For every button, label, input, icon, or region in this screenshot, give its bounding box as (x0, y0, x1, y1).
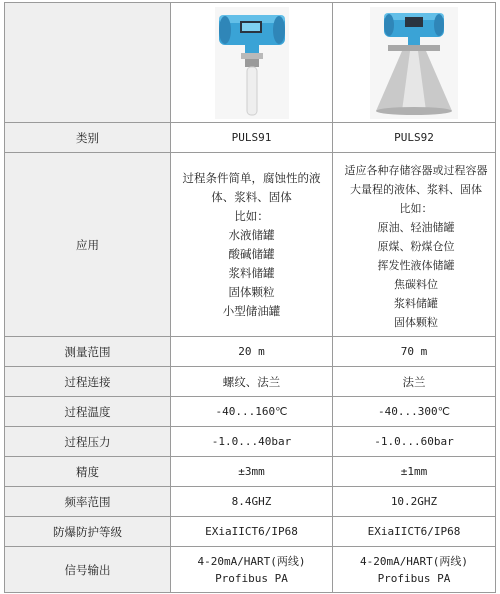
puls91-application-line: 水液储罐 (228, 227, 275, 242)
puls92-signal-line: 4-20mA/HART(两线) (359, 554, 469, 568)
puls92-temperature: -40...300℃ (333, 397, 496, 427)
connection-label: 过程连接 (5, 367, 171, 397)
puls92-application-line: 固体颗粒 (394, 316, 438, 329)
frequency-label: 频率范围 (5, 487, 171, 517)
puls92-frequency: 10.2GHZ (333, 487, 496, 517)
header-blank-cell (5, 3, 171, 123)
puls92-application-line: 浆料储罐 (394, 297, 438, 310)
puls92-application-line: 挥发性液体储罐 (377, 259, 455, 272)
puls92-application-line: 适应各种存储容器或过程容器 (344, 164, 488, 177)
pressure-row (5, 427, 496, 457)
application-row (5, 153, 496, 337)
puls91-application-line: 体、浆料、固体 (211, 189, 292, 204)
puls91-application-line: 浆料储罐 (228, 265, 275, 280)
puls92-product-image (370, 7, 458, 119)
puls91-signal (171, 547, 333, 593)
range-label: 测量范围 (5, 337, 171, 367)
temperature-label: 过程温度 (5, 397, 171, 427)
connection-row (5, 367, 496, 397)
signal-row (5, 547, 496, 593)
puls91-explosion: EXiaIICT6/IP68 (171, 517, 333, 547)
pressure-label: 过程压力 (5, 427, 171, 457)
signal-label: 信号输出 (5, 547, 171, 593)
puls91-application-line: 比如： (234, 208, 269, 223)
puls92-application-line: 焦碳料位 (394, 278, 438, 291)
puls91-application-line: 固体颗粒 (228, 284, 275, 299)
puls92-explosion: EXiaIICT6/IP68 (333, 517, 496, 547)
puls91-image-cell (171, 3, 333, 123)
puls92-range: 70 m (333, 337, 496, 367)
puls91-application (171, 153, 333, 337)
puls91-application-line: 过程条件简单，腐蚀性的液 (182, 170, 321, 185)
puls92-application-line: 原油、轻油储罐 (377, 221, 455, 234)
puls91-connection: 螺纹、法兰 (171, 367, 333, 397)
puls92-image-cell (333, 3, 496, 123)
puls92-type: PULS92 (333, 123, 496, 153)
puls92-signal-line: Profibus PA (377, 571, 451, 585)
puls92-application-line: 比如： (399, 202, 433, 215)
puls91-accuracy: ±3mm (171, 457, 333, 487)
image-row (5, 3, 496, 123)
puls91-application-line: 小型储油罐 (222, 303, 281, 318)
accuracy-row (5, 457, 496, 487)
puls91-type: PULS91 (171, 123, 333, 153)
puls92-application (333, 153, 496, 337)
puls91-signal-line: Profibus PA (215, 571, 288, 585)
explosion-label: 防爆防护等级 (5, 517, 171, 547)
type-row (5, 123, 496, 153)
type-label: 类别 (5, 123, 171, 153)
puls91-product-image (215, 7, 289, 119)
frequency-row (5, 487, 496, 517)
puls91-frequency: 8.4GHZ (171, 487, 333, 517)
puls92-accuracy: ±1mm (333, 457, 496, 487)
puls91-application-line: 酸碱储罐 (228, 246, 275, 261)
puls92-application-line: 大量程的液体、浆料、固体 (350, 183, 482, 196)
puls92-connection: 法兰 (333, 367, 496, 397)
temperature-row (5, 397, 496, 427)
puls92-pressure: -1.0...60bar (333, 427, 496, 457)
puls92-signal (333, 547, 496, 593)
puls91-pressure: -1.0...40bar (171, 427, 333, 457)
spec-table (4, 2, 496, 593)
application-label: 应用 (5, 153, 171, 337)
puls91-signal-line: 4-20mA/HART(两线) (197, 554, 306, 568)
range-row (5, 337, 496, 367)
accuracy-label: 精度 (5, 457, 171, 487)
explosion-row (5, 517, 496, 547)
puls92-application-line: 原煤、粉煤仓位 (377, 240, 455, 253)
puls91-temperature: -40...160℃ (171, 397, 333, 427)
puls91-range: 20 m (171, 337, 333, 367)
